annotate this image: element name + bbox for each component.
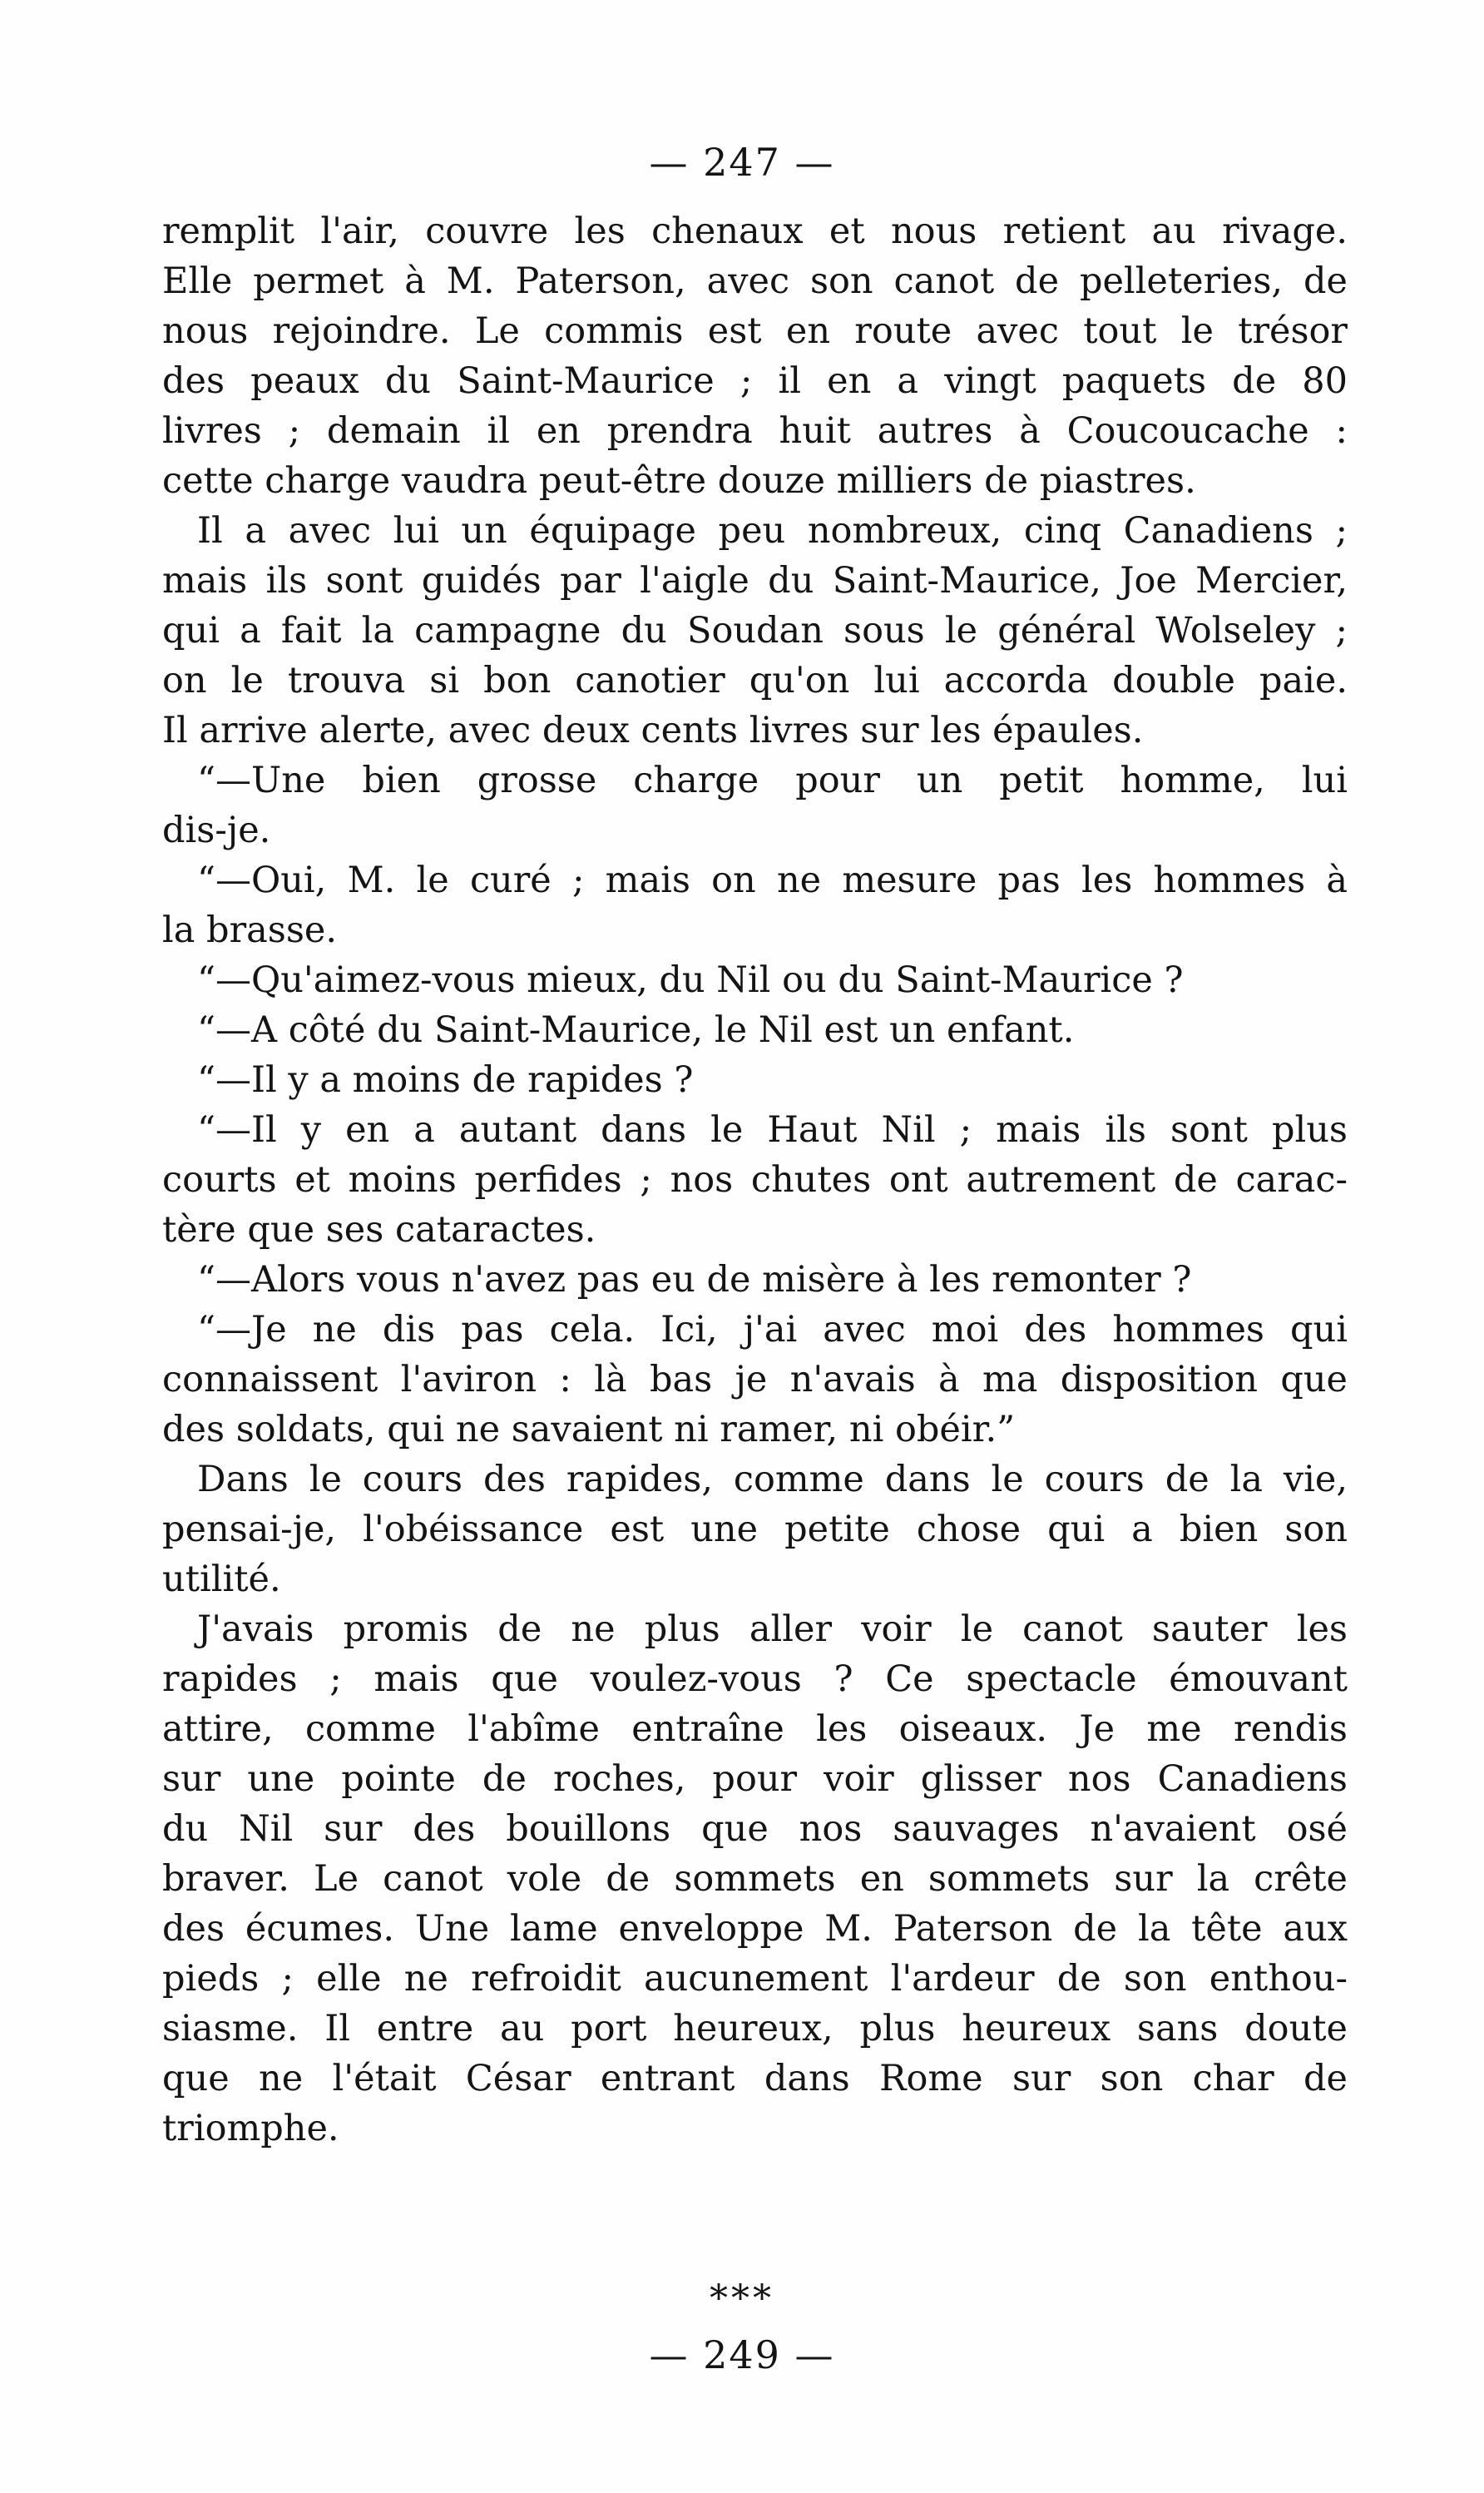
text-line: mais ils sont guidés par l'aigle du Saint-Maurice, Joe Mercier,: [162, 560, 1348, 602]
body-text: [162, 206, 1348, 2153]
text-line: livres ; demain il en prendra huit autres à Coucoucache :: [162, 410, 1348, 452]
text-line: attire, comme l'abîme entraîne les oiseaux. Je me rendis: [162, 1708, 1348, 1750]
text-line: triomphe.: [162, 2108, 339, 2149]
text-line: connaissent l'aviron : là bas je n'avais à ma disposition que: [162, 1359, 1348, 1400]
text-line: “—A côté du Saint-Maurice, le Nil est un enfant.: [197, 1009, 1075, 1051]
paragraph: [162, 955, 1348, 1005]
text-line: que ne l'était César entrant dans Rome sur son char de: [162, 2058, 1348, 2099]
text-line: rapides ; mais que voulez-vous ? Ce spectacle émouvant: [162, 1658, 1348, 1700]
text-line: la brasse.: [162, 909, 338, 951]
text-line: remplit l'air, couvre les chenaux et nous retient au rivage.: [162, 211, 1348, 252]
text-line: “—Il y en a autant dans le Haut Nil ; mais ils sont plus: [197, 1109, 1348, 1151]
text-line: qui a fait la campagne du Soudan sous le général Wolseley ;: [162, 610, 1348, 652]
text-line: Elle permet à M. Paterson, avec son canot de pelleteries, de: [162, 260, 1348, 302]
text-line: “—Il y a moins de rapides ?: [197, 1059, 694, 1101]
text-line: siasme. Il entre au port heureux, plus heureux sans doute: [162, 2008, 1348, 2049]
text-line: sur une pointe de roches, pour voir glisser nos Canadiens: [162, 1758, 1348, 1800]
text-line: des écumes. Une lame enveloppe M. Paterson de la tête aux: [162, 1908, 1348, 1950]
text-line: courts et moins perfides ; nos chutes ont autrement de carac-: [162, 1159, 1348, 1201]
text-line: tère que ses cataractes.: [162, 1209, 596, 1251]
text-line: braver. Le canot vole de sommets en sommets sur la crête: [162, 1858, 1348, 1900]
text-line: Dans le cours des rapides, comme dans le cours de la vie,: [197, 1459, 1348, 1500]
text-line: utilité.: [162, 1559, 281, 1600]
paragraph: [162, 756, 1348, 855]
paragraph: [162, 1055, 1348, 1105]
text-line: nous rejoindre. Le commis est en route avec tout le trésor: [162, 310, 1348, 352]
paragraph: [162, 206, 1348, 506]
text-line: “—Alors vous n'avez pas eu de misère à les remonter ?: [197, 1259, 1192, 1301]
text-line: dis-je.: [162, 810, 271, 851]
text-line: pieds ; elle ne refroidit aucunement l'ardeur de son enthou-: [162, 1958, 1348, 2000]
text-line: cette charge vaudra peut-être douze milliers de piastres.: [162, 460, 1196, 502]
text-line: Il a avec lui un équipage peu nombreux, cinq Canadiens ;: [197, 510, 1348, 552]
section-separator: ***: [710, 2277, 774, 2320]
paragraph: [162, 1305, 1348, 1455]
text-line: des peaux du Saint-Maurice ; il en a vingt paquets de 80: [162, 360, 1348, 402]
paragraph: [162, 1005, 1348, 1055]
page-number-header: — 247 —: [649, 140, 835, 185]
text-line: “—Oui, M. le curé ; mais on ne mesure pas les hommes à: [197, 860, 1348, 901]
paragraph: [162, 1105, 1348, 1255]
text-line: “—Qu'aimez-vous mieux, du Nil ou du Saint-Maurice ?: [197, 959, 1184, 1001]
text-line: pensai-je, l'obéissance est une petite chose qui a bien son: [162, 1509, 1348, 1550]
paragraph: [162, 506, 1348, 756]
paragraph: [162, 1455, 1348, 1604]
text-line: J'avais promis de ne plus aller voir le canot sauter les: [197, 1608, 1348, 1650]
text-line: “—Une bien grosse charge pour un petit homme, lui: [197, 760, 1348, 801]
text-line: du Nil sur des bouillons que nos sauvages n'avaient osé: [162, 1808, 1348, 1850]
page-number-footer: — 249 —: [649, 2332, 835, 2377]
paragraph: [162, 855, 1348, 955]
text-line: Il arrive alerte, avec deux cents livres sur les épaules.: [162, 710, 1144, 751]
text-line: “—Je ne dis pas cela. Ici, j'ai avec moi des hommes qui: [197, 1309, 1348, 1351]
text-line: des soldats, qui ne savaient ni ramer, ni obéir.”: [162, 1409, 1016, 1450]
text-line: on le trouva si bon canotier qu'on lui accorda double paie.: [162, 660, 1348, 701]
paragraph: [162, 1604, 1348, 2153]
paragraph: [162, 1255, 1348, 1305]
